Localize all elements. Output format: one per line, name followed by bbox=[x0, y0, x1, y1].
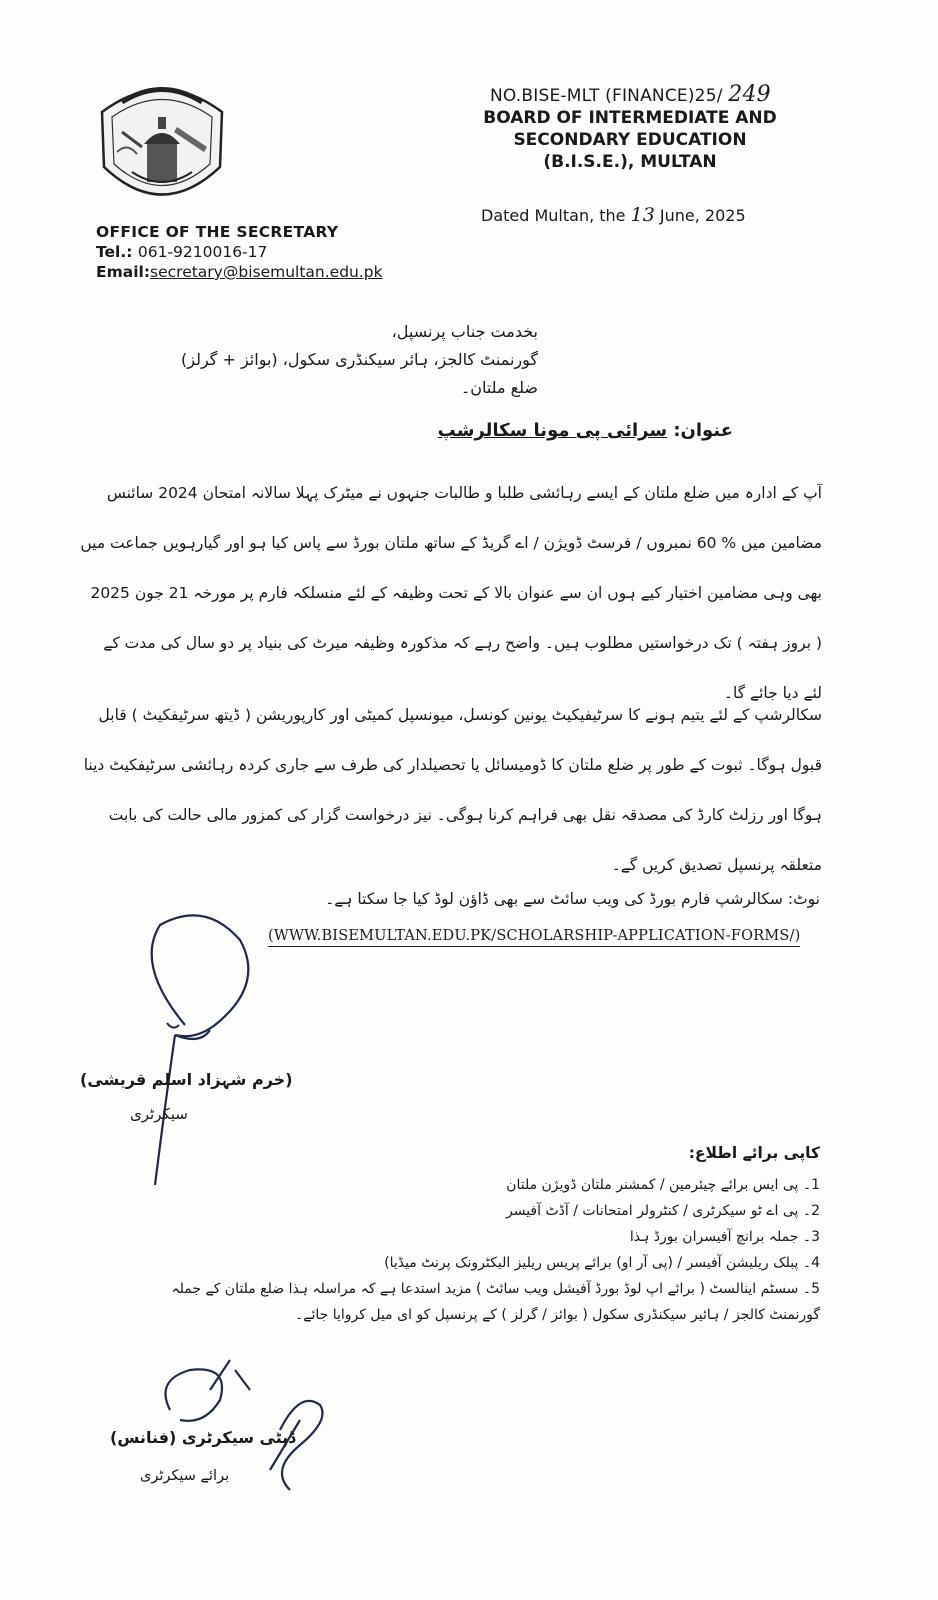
office-telephone bbox=[96, 242, 383, 262]
office-title: OFFICE OF THE SECRETARY bbox=[96, 223, 339, 241]
secretary-name: (خرم شہزاد اسلم قریشی) bbox=[80, 1070, 293, 1089]
email-link[interactable]: secretary@bisemultan.edu.pk bbox=[150, 263, 383, 281]
copy-item: 2۔ پی اے ٹو سیکرٹری / کنٹرولر امتحانات / آڈٹ آفیسر bbox=[505, 1203, 820, 1219]
subject-label: عنوان: bbox=[673, 420, 733, 441]
board-name-line-1: BOARD OF INTERMEDIATE AND bbox=[483, 108, 777, 128]
body-paragraph-1: آپ کے ادارہ میں ضلع ملتان کے ایسے رہائشی طلبا و طالبات جنہوں نے میٹرک پہلا سالانہ امتحان 2024 سائنس مضامین میں % 60 نمبروں / فرسٹ ڈویژن / اے گریڈ کے ساتھ ملتان بورڈ سے پاس کیا ہو اور گیارہویں جماعت میں بھی وہی مضامین اختیار کیے ہوں ان سے عنوان بالا کے تحت وظیفہ کے لئے منسلکہ فارم پر مورخہ 21 جون 2025 ( بروز ہفتہ ) تک درخواستیں مطلوب ہیں۔ واضح رہے کہ مذکورہ وظیفہ میرٹ کی بنیاد پر دو سال کی مدت کے لئے دیا جائے گا۔ bbox=[80, 484, 822, 702]
reference-number bbox=[490, 82, 790, 107]
copy-to-heading: کاپی برائے اطلاع: bbox=[688, 1144, 820, 1162]
for-secretary-line: برائے سیکرٹری bbox=[140, 1468, 230, 1484]
addressee-line-1: بخدمت جناب پرنسپل، bbox=[391, 322, 538, 341]
addressee-line-3: ضلع ملتان۔ bbox=[460, 378, 538, 397]
addressee-line-2: گورنمنٹ کالجز، ہائر سیکنڈری سکول، (بوائز + گرلز) bbox=[181, 350, 538, 369]
date-day-handwritten: 13 bbox=[630, 204, 655, 226]
copy-item: 1۔ پی ایس برائے چیئرمین / کمشنر ملتان ڈویژن ملتان bbox=[506, 1177, 820, 1193]
office-contact-block bbox=[96, 222, 383, 282]
subject-text: سرائی پی مونا سکالرشپ bbox=[437, 420, 668, 441]
board-name-line-3: (B.I.S.E.), MULTAN bbox=[543, 152, 717, 172]
copy-to-list bbox=[120, 1172, 820, 1328]
addressee-block bbox=[78, 318, 538, 402]
secretary-signature bbox=[115, 905, 290, 1195]
secretary-designation: سیکرٹری bbox=[130, 1105, 188, 1123]
reference-number-printed: NO.BISE-MLT (FINANCE)25/ bbox=[490, 86, 723, 106]
email-label: Email: bbox=[96, 263, 151, 281]
reference-block bbox=[470, 82, 790, 173]
tel-value: 061-9210016-17 bbox=[137, 243, 268, 261]
subject-line bbox=[438, 420, 733, 441]
scholarship-form-url[interactable]: (WWW.BISEMULTAN.EDU.PK/SCHOLARSHIP-APPLICATION-FORMS/) bbox=[268, 928, 800, 947]
copy-item: 5۔ سسٹم اینالسٹ ( برائے اپ لوڈ بورڈ آفیشل ویب سائٹ ) مزید استدعا ہے کہ مراسلہ ہذا ضلع ملتان کے جملہ گورنمنٹ کالجز / ہائیر سیکنڈری سکول ( بوائز / گرلز ) کے پرنسپل کو ای میل کروایا جائے۔ bbox=[171, 1281, 820, 1323]
date-prefix: Dated Multan, the bbox=[481, 206, 626, 225]
body-paragraph-2: سکالرشپ کے لئے یتیم ہونے کا سرٹیفیکیٹ یونین کونسل، میونسپل کمیٹی اور کارپوریشن ( ڈیتھ سرٹیفکیٹ ) قابل قبول ہوگا۔ ثبوت کے طور پر ضلع ملتان کا ڈومیسائل یا تحصیلدار کی طرف سے جاری کردہ رہائشی سرٹیفکیٹ دینا ہوگا اور رزلٹ کارڈ کی مصدقہ نقل بھی فراہم کرنا ہوگی۔ نیز درخواست گزار کی کمزور مالی حالت کی بابت متعلقہ پرنسپل تصدیق کریں گے۔ bbox=[83, 706, 822, 874]
letter-date bbox=[481, 204, 746, 226]
reference-number-handwritten: 249 bbox=[728, 82, 771, 107]
board-name-line-2: SECONDARY EDUCATION bbox=[513, 130, 747, 150]
tel-label: Tel.: bbox=[96, 243, 133, 261]
copy-item: 3۔ جملہ برانچ آفیسران بورڈ ہذا bbox=[629, 1229, 820, 1245]
board-logo bbox=[92, 72, 232, 217]
office-email bbox=[96, 262, 383, 282]
deputy-secretary-designation: ڈپٹی سیکرٹری (فنانس) bbox=[110, 1428, 296, 1447]
note-line: نوٹ: سکالرشپ فارم بورڈ کی ویب سائٹ سے بھی ڈاؤن لوڈ کیا جا سکتا ہے۔ bbox=[325, 890, 820, 908]
date-suffix: June, 2025 bbox=[659, 206, 746, 225]
copy-item: 4۔ پبلک ریلیشن آفیسر / (پی آر او) برائے پریس ریلیز الیکٹرونک پرنٹ میڈیا) bbox=[384, 1255, 820, 1271]
